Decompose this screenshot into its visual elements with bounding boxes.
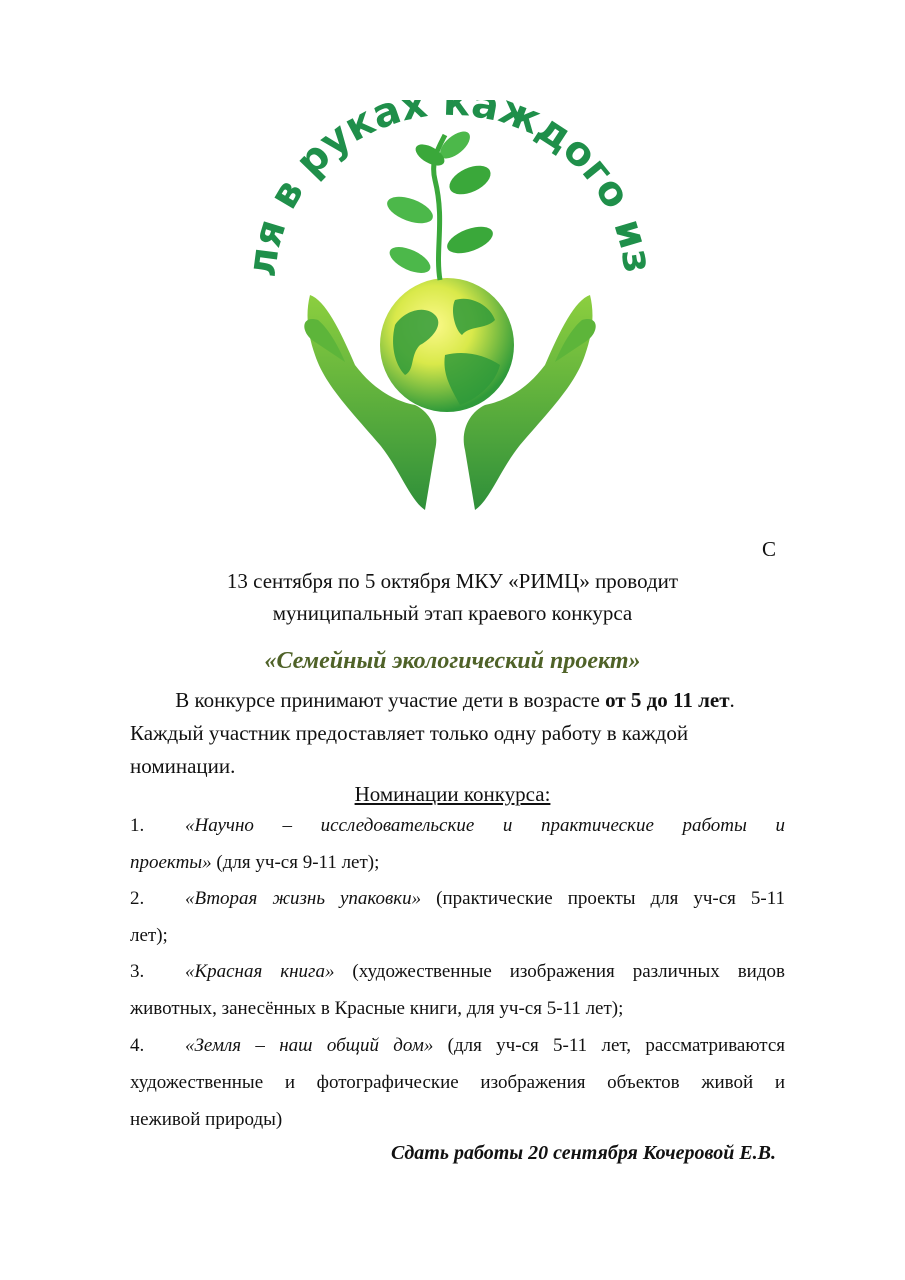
intro-line-2: муниципальный этап краевого конкурса [272, 601, 633, 625]
nomination-desc: (для уч-ся 5-11 лет, рассматриваются [433, 1035, 785, 1056]
nomination-row [130, 807, 785, 844]
nomination-row [130, 953, 785, 990]
rules-paragraph [130, 684, 785, 783]
nomination-row: неживой природы) [130, 1109, 283, 1130]
nomination-row [130, 844, 785, 881]
nominations-title [0, 782, 905, 807]
nomination-row: художественные и фотографические изображения объектов живой и [130, 1072, 785, 1093]
lone-letter: С [762, 537, 777, 561]
nomination-row: животных, занесённых в Красные книги, для уч-ся 5-11 лет); [130, 998, 624, 1019]
nomination-row [130, 1027, 785, 1064]
nomination-name: «Вторая жизнь упаковки» [185, 888, 422, 909]
leaf-shape [445, 160, 495, 200]
intro-line-1: 13 сентября по 5 октября МКУ «РИМЦ» проводит [226, 569, 679, 593]
nomination-item [130, 1027, 785, 1138]
rules-line-2: Каждый участник предоставляет только одну работу в каждой [130, 721, 689, 745]
leaf-shape [444, 221, 497, 258]
logo-arc-text: ля в руках каждого из [238, 100, 661, 280]
contest-logo [230, 100, 670, 520]
contest-title: «Семейный экологический проект» [264, 648, 641, 674]
rules-line-1 [130, 684, 780, 717]
nomination-desc: (для уч-ся 9-11 лет); [211, 852, 380, 873]
nomination-name: «Земля – наш общий дом» [185, 1035, 434, 1056]
nomination-number: 2. [130, 888, 145, 909]
age-range: от 5 до 11 лет [605, 688, 730, 712]
nomination-item [130, 953, 785, 1027]
nomination-name: «Красная книга» [185, 961, 335, 982]
rules-text: В конкурсе принимают участие дети в возрасте [175, 688, 606, 712]
deadline-note: Сдать работы 20 сентября Кочеровой Е.В. [391, 1142, 776, 1164]
nomination-desc: (практические проекты для уч-ся 5-11 [421, 888, 785, 909]
rules-line-3: номинации. [130, 754, 236, 778]
nomination-number: 1. [130, 815, 145, 836]
nomination-number: 3. [130, 961, 145, 982]
leaf-shape [386, 242, 434, 279]
nomination-item [130, 807, 785, 881]
nomination-number: 4. [130, 1035, 145, 1056]
nominations-title-text: Номинации конкурса: [354, 782, 551, 806]
nomination-name: «Научно – исследовательские и практические работы и [185, 815, 785, 836]
nomination-row: лет); [130, 925, 168, 946]
leaf-shape [384, 191, 437, 228]
nomination-desc: (художественные изображения различных видов [334, 961, 785, 982]
nomination-name: проекты» [130, 852, 212, 873]
nomination-row [130, 880, 785, 917]
earth-in-hands-sprout-icon [230, 100, 670, 520]
rules-text: . [729, 688, 735, 712]
nomination-item [130, 880, 785, 954]
